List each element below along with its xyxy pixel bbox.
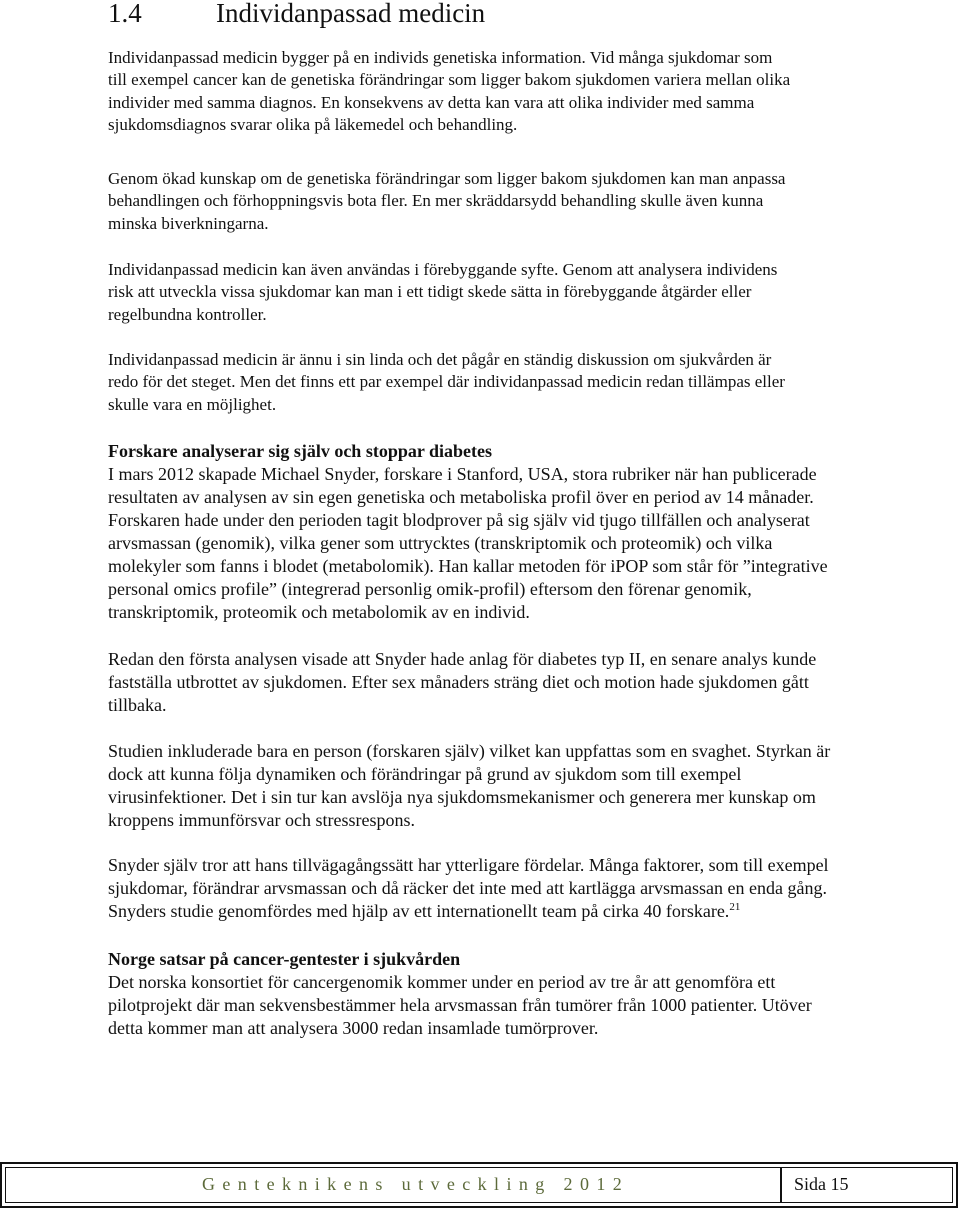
text-line: detta kommer man att analysera 3000 redan insamlade tumörprover. [108, 1018, 599, 1038]
text-line: sjukdomsdiagnos svarar olika på läkemedel och behandling. [108, 114, 518, 134]
footnote-line [108, 900, 908, 923]
text-line: resultaten av analysen av sin egen genetiska och metaboliska profil över en period av 14 månader. [108, 487, 814, 507]
page-number: Sida 15 [794, 1174, 849, 1194]
text-line: dock att kunna följa dynamiken och förändringar på grund av sjukdom som till exempel [108, 764, 742, 784]
intro-paragraph-1 [108, 47, 908, 136]
text-line: behandlingen och förhoppningsvis bota fler. En mer skräddarsydd behandling skulle även kunna [108, 191, 764, 211]
intro-paragraph-4 [108, 349, 908, 416]
case2-heading: Norge satsar på cancer-gentester i sjukvården [108, 949, 461, 969]
text-line: Individanpassad medicin bygger på en individs genetiska information. Vid många sjukdomar som [108, 48, 773, 67]
text-line: pilotprojekt där man sekvensbestämmer hela arvsmassan från tumörer från 1000 patienter. Utöver [108, 995, 812, 1015]
text-line: arvsmassan (genomik), vilka gener som uttrycktes (transkriptomik och proteomik) och vilka [108, 533, 773, 553]
text-line: Forskaren hade under den perioden tagit blodprover på sig själv vid tjugo tillfällen och analyserat [108, 510, 810, 530]
intro-paragraph-2 [108, 168, 908, 235]
text-line: kroppens immunförsvar och stressrespons. [108, 810, 415, 830]
section-heading [108, 0, 485, 29]
text-line: Genom ökad kunskap om de genetiska förändringar som ligger bakom sjukdomen kan man anpassa [108, 169, 786, 188]
text-line-text: Snyders studie genomfördes med hjälp av ett internationellt team på cirka 40 forskare. [108, 901, 730, 921]
text-line: regelbundna kontroller. [108, 304, 267, 324]
section-number: 1.4 [108, 0, 142, 28]
text-line: I mars 2012 skapade Michael Snyder, forskare i Stanford, USA, stora rubriker när han publicerade [108, 464, 817, 484]
text-line: molekyler som fanns i blodet (metabolomik). Han kallar metoden för iPOP som står för ”integrative [108, 556, 828, 576]
section-title: Individanpassad medicin [216, 0, 486, 28]
text-line: skulle vara en möjlighet. [108, 394, 277, 414]
text-line: tillbaka. [108, 695, 167, 715]
text-line: sjukdomar, förändrar arvsmassan och då räcker det inte med att kartlägga arvsmassan en enda gång. [108, 878, 827, 898]
footnote-reference: 21 [729, 901, 741, 913]
case2-section [108, 948, 908, 1040]
text-line: personal omics profile” (integrerad personlig omik-profil) eftersom den förenar genomik, [108, 579, 752, 599]
text-line: redo för det steget. Men det finns ett par exempel där individanpassad medicin redan tillämpas eller [108, 372, 785, 392]
case1-section [108, 440, 908, 624]
text-line: Redan den första analysen visade att Snyder hade anlag för diabetes typ II, en senare analys kunde [108, 649, 817, 669]
text-line: Individanpassad medicin kan även användas i förebyggande syfte. Genom att analysera individens [108, 260, 778, 279]
text-line: minska biverkningarna. [108, 213, 269, 233]
intro-paragraph-3 [108, 259, 908, 326]
text-line: Snyder själv tror att hans tillvägagångssätt har ytterligare fördelar. Många faktorer, som till exempel [108, 855, 829, 875]
page-footer [0, 1162, 958, 1208]
text-line: fastställa utbrottet av sjukdomen. Efter sex månaders sträng diet och motion hade sjukdomen gått [108, 672, 809, 692]
text-line: Individanpassad medicin är ännu i sin linda och det pågår en ständig diskussion om sjukvården är [108, 350, 772, 369]
text-line: virusinfektioner. Det i sin tur kan avslöja nya sjukdomsmekanismer och generera mer kunskap om [108, 787, 816, 807]
text-line: till exempel cancer kan de genetiska förändringar som ligger bakom sjukdomen variera mellan olika [108, 70, 791, 90]
text-line: Det norska konsortiet för cancergenomik kommer under en period av tre år att genomföra ett [108, 972, 776, 992]
case1-paragraph-3 [108, 740, 908, 832]
text-line: Studien inkluderade bara en person (forskaren själv) vilket kan uppfattas som en svaghet. Styrkan är [108, 741, 831, 761]
text-line: transkriptomik, proteomik och metabolomik av en individ. [108, 602, 530, 622]
footer-title: Genteknikens utveckling 2012 [202, 1174, 630, 1194]
text-line: risk att utveckla vissa sjukdomar kan man i ett tidigt skede sätta in förebyggande åtgärder eller [108, 282, 752, 302]
text-line: individer med samma diagnos. En konsekvens av detta kan vara att olika individer med samma [108, 92, 755, 112]
case1-heading: Forskare analyserar sig själv och stoppar diabetes [108, 441, 493, 461]
case1-paragraph-4 [108, 854, 908, 923]
case1-paragraph-2 [108, 648, 908, 717]
footer-divider [780, 1167, 782, 1203]
